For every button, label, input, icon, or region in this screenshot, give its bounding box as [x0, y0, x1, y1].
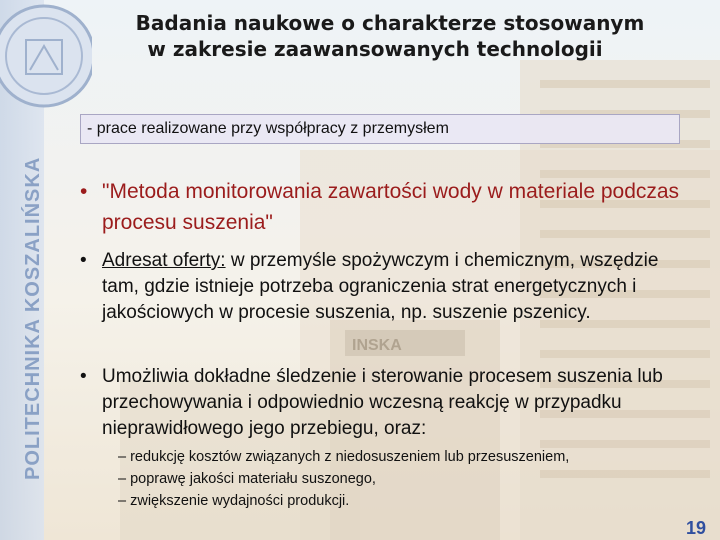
university-name-vertical: POLITECHNIKA KOSZALIŃSKA [22, 156, 44, 480]
page-number: 19 [686, 518, 707, 538]
subtitle-bar [80, 114, 680, 144]
bullet-item [80, 248, 700, 326]
bullet-text-capability: Umożliwia dokładne śledzenie i sterowanie procesem suszenia lub przechowywania i odpowiednio wczesną reakcję w przypadku nieprawidłowego jego przebiegu, oraz: [102, 366, 663, 439]
recipient-label: Adresat oferty: [102, 250, 226, 271]
bullet-icon: • [80, 366, 87, 387]
sub-item-cost: – redukcję kosztów związanych z niedosuszeniem lub przesuszeniem, [118, 449, 570, 465]
bullet-item [80, 364, 700, 442]
subtitle-text: - prace realizowane przy współpracy z przemysłem [87, 120, 449, 137]
bullet-icon: • [80, 180, 88, 203]
recipient-text: w przemyśle spożywczym i chemicznym, wszędzie tam, gdzie istnieje potrzeba ograniczenia strat energetycznych i jakościowych w procesie suszenia, np. suszenie pszenicy. [102, 250, 659, 323]
sub-item-efficiency: – zwiększenie wydajności produkcji. [118, 493, 350, 509]
bullet-icon: • [80, 250, 87, 271]
bullet-text-recipient [102, 248, 700, 326]
bullet-item [80, 176, 690, 238]
bullet-text-method: "Metoda monitorowania zawartości wody w materiale podczas procesu suszenia" [102, 180, 680, 234]
title-line-1: Badania naukowe o charakterze stosowanym [135, 11, 645, 35]
sub-item-list [118, 446, 678, 512]
slide-title [70, 10, 710, 62]
title-line-2: w zakresie zaawansowanych technologii [147, 37, 603, 61]
sub-item-quality: – poprawę jakości materiału suszonego, [118, 471, 376, 487]
building-sign-text: INSKA [352, 337, 402, 354]
